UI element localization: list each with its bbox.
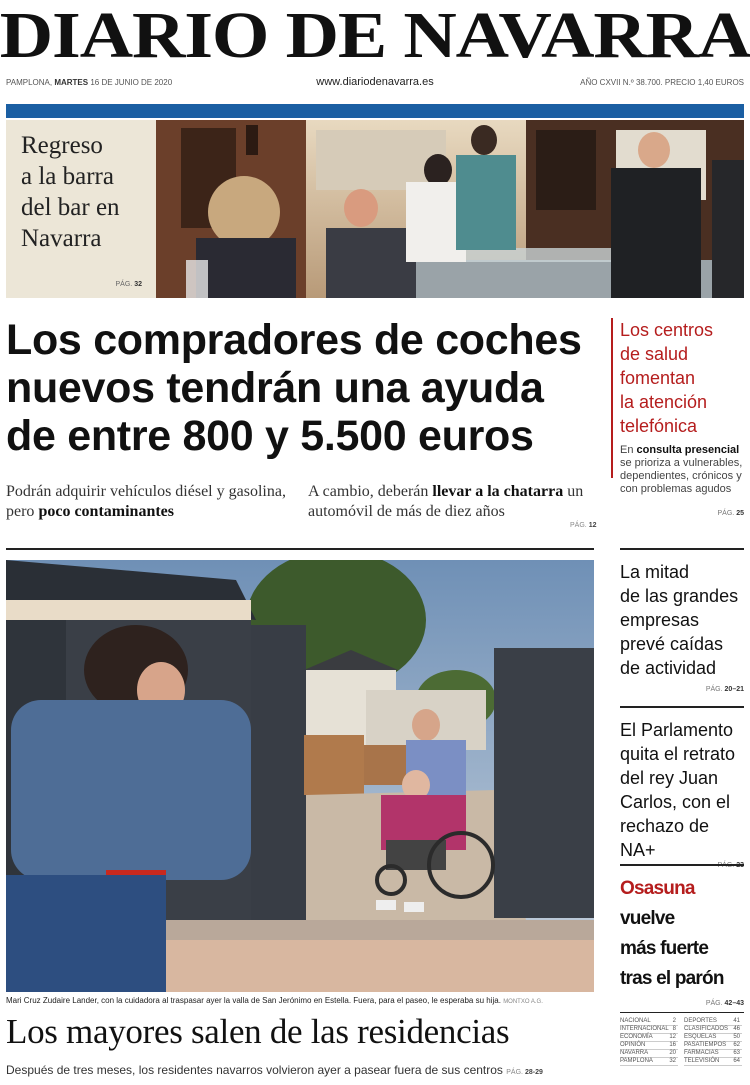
second-headline[interactable]: Los mayores salen de las residencias <box>6 1012 510 1051</box>
headline-line: tras el parón <box>620 968 724 989</box>
index-row[interactable] <box>684 1050 742 1058</box>
health-desc <box>620 444 744 496</box>
headline-line: empresas <box>620 610 700 630</box>
index-page: 63 <box>733 1050 740 1056</box>
index-column-1 <box>620 1018 678 1066</box>
newspaper-title: DIARIO DE NAVARRA <box>0 0 750 72</box>
desc-text: En <box>620 444 637 456</box>
index-page: 32 <box>669 1058 676 1064</box>
teaser-page-ref <box>116 281 142 288</box>
index-label: CLASIFICADOS <box>684 1026 729 1032</box>
sidebar-item-osasuna[interactable] <box>620 874 744 1007</box>
second-subhead <box>6 1063 606 1077</box>
pag-number: 42–43 <box>724 1000 744 1007</box>
teaser-line: Navarra <box>21 225 102 252</box>
headline-line: El Parlamento <box>620 720 734 740</box>
teaser-line: del bar en <box>21 194 120 221</box>
teaser-line: Regreso <box>21 132 103 159</box>
lead-headline-line: de entre 800 y 5.500 euros <box>6 412 534 460</box>
index-label: ESQUELAS <box>684 1034 717 1040</box>
index-label: DEPORTES <box>684 1018 717 1024</box>
issue-info: AÑO CXVII N.º 38.700. PRECIO 1,40 EUROS <box>580 78 744 87</box>
headline-line: rechazo de NA+ <box>620 816 710 860</box>
lead-headline-line: Los compradores de coches <box>6 316 582 364</box>
index-page: 2 <box>672 1018 676 1024</box>
page-ref <box>620 1000 744 1007</box>
headline-red: Osasuna <box>620 878 695 899</box>
index-row[interactable] <box>684 1034 742 1042</box>
headline-rest: vuelve <box>620 908 675 929</box>
subhead-bold: llevar a la chatarra <box>432 483 564 500</box>
teaser-line: a la barra <box>21 163 114 190</box>
index-page: 64 <box>733 1058 740 1064</box>
divider <box>620 1012 744 1013</box>
index-row[interactable] <box>684 1018 742 1026</box>
teaser-box[interactable] <box>6 120 156 298</box>
page-ref <box>620 510 744 517</box>
headline-line: de salud <box>620 344 689 364</box>
index-row[interactable] <box>620 1058 678 1066</box>
pag-number: 12 <box>588 522 597 529</box>
sidebar-item-parliament[interactable] <box>620 718 744 869</box>
subhead-text: A cambio, deberán <box>308 483 433 500</box>
subhead-text: Podrán adquirir vehículos diésel y gasolina, pero <box>6 483 286 520</box>
page-ref <box>506 1069 543 1076</box>
dateline <box>6 78 744 92</box>
headline-line: de actividad <box>620 658 717 678</box>
index-row[interactable] <box>620 1026 678 1034</box>
pag-label: PÁG. <box>570 522 587 529</box>
index-page: 20 <box>669 1050 676 1056</box>
subhead-text: Después de tres meses, los residentes navarros volvieron ayer a pasear fuera de sus centros <box>6 1063 503 1077</box>
headline-line: prevé caídas <box>620 634 724 654</box>
main-photo[interactable] <box>6 560 594 992</box>
index-page: 16 <box>669 1042 676 1048</box>
headline-line: más fuerte <box>620 938 709 959</box>
index-page: 12 <box>669 1034 676 1040</box>
divider <box>620 548 744 550</box>
city: PAMPLONA, <box>6 78 53 87</box>
headline-line: la atención <box>620 392 708 412</box>
osasuna-headline <box>620 874 744 994</box>
pag-label: PÁG. <box>506 1069 523 1076</box>
headline-line <box>620 874 744 934</box>
divider <box>620 864 744 866</box>
index-page: 41 <box>733 1018 740 1024</box>
index-row[interactable] <box>620 1034 678 1042</box>
caption-text: Mari Cruz Zudaire Lander, con la cuidadora al traspasar ayer la valla de San Jerónimo en Estella. Fuera, para el paseo, le esperaba su hija. <box>6 996 501 1005</box>
headline-line: La mitad <box>620 562 690 582</box>
index-column-2 <box>684 1018 742 1066</box>
business-headline <box>620 560 744 680</box>
index-label: TELEVISIÓN <box>684 1058 720 1064</box>
index-label: ECONOMÍA <box>620 1034 653 1040</box>
website-link[interactable]: www.diariodenavarra.es <box>316 76 434 88</box>
subhead-bold: poco contaminantes <box>38 503 174 520</box>
headline-line: de las grandes <box>620 586 739 606</box>
index-label: PAMPLONA <box>620 1058 653 1064</box>
divider <box>620 706 744 708</box>
headline-line: quita el retrato <box>620 744 736 764</box>
index-label: INTERNACIONAL <box>620 1026 669 1032</box>
pag-label: PÁG. <box>705 686 723 693</box>
index-row[interactable] <box>684 1058 742 1066</box>
headline-line: telefónica <box>620 416 698 436</box>
index-row[interactable] <box>620 1050 678 1058</box>
residence-scene-image <box>6 560 594 992</box>
subhead-text: un automóvil de más de diez años <box>308 483 584 520</box>
index-row[interactable] <box>620 1042 678 1050</box>
pag-number: 20–21 <box>724 686 744 693</box>
weekday: MARTES <box>54 78 89 87</box>
bar-scene-image <box>156 120 744 298</box>
headline-line: del rey Juan <box>620 768 719 788</box>
lead-headline[interactable] <box>6 316 606 460</box>
lead-subhead-2 <box>308 482 598 522</box>
index-row[interactable] <box>684 1042 742 1050</box>
index-label: NAVARRA <box>620 1050 649 1056</box>
brand-bar <box>6 104 744 118</box>
pag-label: PÁG. <box>705 1000 723 1007</box>
index-page: 62 <box>733 1042 740 1048</box>
index-label: NACIONAL <box>620 1018 651 1024</box>
index-label: OPINIÓN <box>620 1042 646 1048</box>
teaser-title <box>21 130 120 254</box>
photo-credit: MONTXO A.G. <box>503 999 543 1005</box>
index-page: 50 <box>733 1034 740 1040</box>
sidebar-item-business[interactable] <box>620 560 744 693</box>
index-page: 8 <box>672 1026 676 1032</box>
headline-line: Carlos, con el <box>620 792 731 812</box>
photo-caption <box>6 996 594 1005</box>
pag-label: PÁG. <box>115 281 133 288</box>
health-headline <box>620 318 744 438</box>
index-label: FARMACIAS <box>684 1050 719 1056</box>
divider <box>6 548 594 550</box>
pag-number: 25 <box>736 510 744 517</box>
headline-line: fomentan <box>620 368 696 388</box>
pag-label: PÁG. <box>717 510 735 517</box>
index-label: PASATIEMPOS <box>684 1042 727 1048</box>
lead-subhead-1 <box>6 482 296 522</box>
date: 16 DE JUNIO DE 2020 <box>90 78 173 87</box>
index-page: 46 <box>733 1026 740 1032</box>
page-ref <box>620 686 744 693</box>
desc-bold: consulta presencial <box>636 444 740 456</box>
parliament-headline <box>620 718 744 862</box>
masthead[interactable] <box>0 0 750 76</box>
sidebar-red-rule <box>611 318 613 478</box>
headline-line: Los centros <box>620 320 714 340</box>
desc-text: se prioriza a vulnerables, dependientes, crónicos y con problemas agudos <box>620 457 743 495</box>
index-row[interactable] <box>684 1026 742 1034</box>
lead-headline-line: nuevos tendrán una ayuda <box>6 364 544 412</box>
pag-number: 32 <box>134 281 142 288</box>
index-row[interactable] <box>620 1018 678 1026</box>
sidebar-item-health[interactable] <box>620 318 744 517</box>
bar-photo[interactable] <box>156 120 744 298</box>
pag-number: 28-29 <box>524 1069 543 1076</box>
lead-page-ref <box>570 522 596 529</box>
